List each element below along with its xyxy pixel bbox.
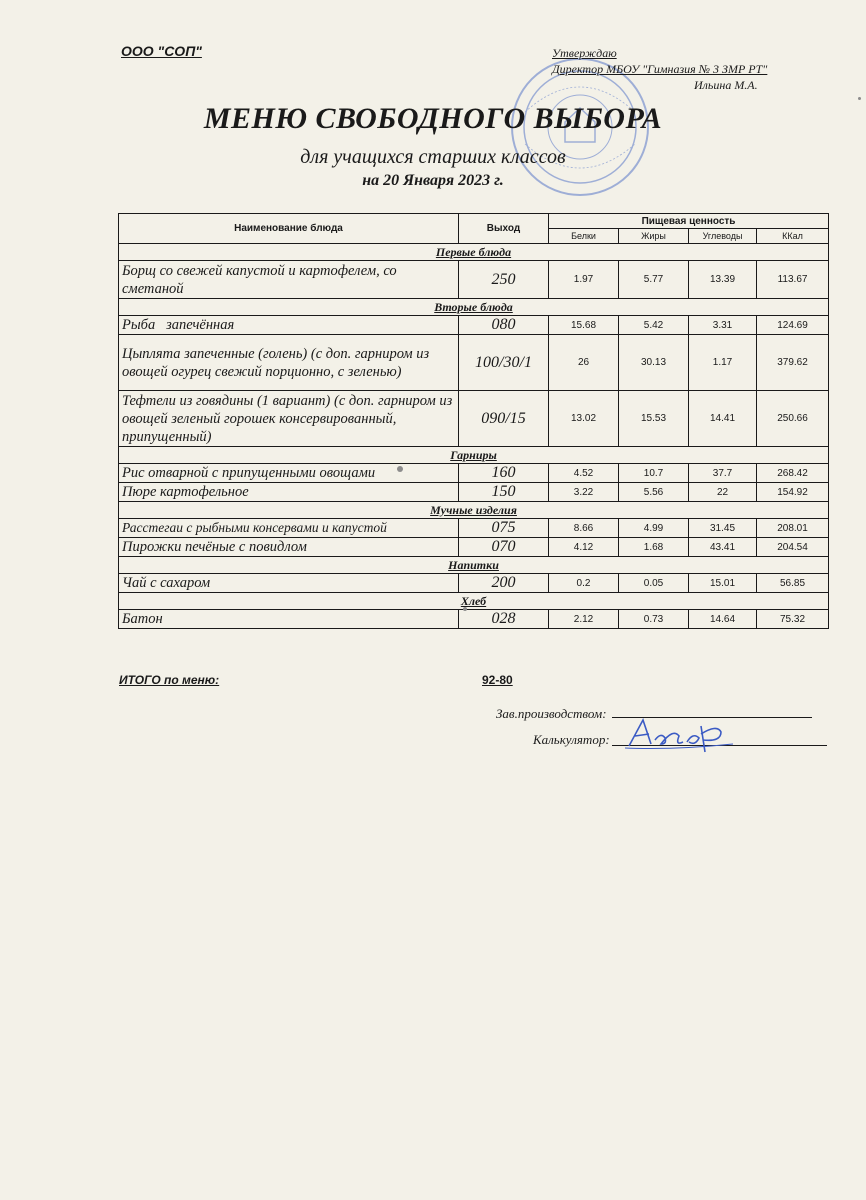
dish-carbs: 1.17 bbox=[689, 335, 757, 391]
total-value: 92-80 bbox=[482, 673, 513, 687]
dish-name: Рис отварной с припущенными овощами bbox=[119, 464, 459, 483]
approval-position: Директор МБОУ "Гимназия № 3 ЗМР РТ" bbox=[552, 62, 768, 76]
dish-fat: 30.13 bbox=[619, 335, 689, 391]
dish-output: 070 bbox=[459, 538, 549, 557]
dish-fat: 1.68 bbox=[619, 538, 689, 557]
dish-carbs: 22 bbox=[689, 483, 757, 502]
dish-protein: 1.97 bbox=[549, 261, 619, 299]
header-nutrition: Пищевая ценность bbox=[549, 214, 829, 229]
dish-carbs: 43.41 bbox=[689, 538, 757, 557]
dish-output: 200 bbox=[459, 574, 549, 593]
dish-carbs: 13.39 bbox=[689, 261, 757, 299]
dish-fat: 15.53 bbox=[619, 391, 689, 447]
dish-protein: 0.2 bbox=[549, 574, 619, 593]
page-title: МЕНЮ СВОБОДНОГО ВЫБОРА bbox=[203, 102, 663, 135]
dish-carbs: 37.7 bbox=[689, 464, 757, 483]
dish-kcal: 113.67 bbox=[757, 261, 829, 299]
approval-block bbox=[552, 45, 832, 93]
dish-fat: 5.42 bbox=[619, 316, 689, 335]
table-row bbox=[119, 519, 829, 538]
dish-carbs: 14.41 bbox=[689, 391, 757, 447]
dish-fat: 10.7 bbox=[619, 464, 689, 483]
dish-name: Чай с сахаром bbox=[119, 574, 459, 593]
dish-output: 100/30/1 bbox=[459, 335, 549, 391]
dish-output: 150 bbox=[459, 483, 549, 502]
table-row bbox=[119, 464, 829, 483]
dish-protein: 26 bbox=[549, 335, 619, 391]
table-row bbox=[119, 316, 829, 335]
approval-label: Утверждаю bbox=[552, 46, 617, 60]
dish-kcal: 268.42 bbox=[757, 464, 829, 483]
section-title: Гарниры bbox=[119, 447, 829, 464]
menu-table bbox=[118, 213, 829, 629]
organization-name: ООО "СОП" bbox=[121, 43, 202, 59]
dish-output: 080 bbox=[459, 316, 549, 335]
table-row bbox=[119, 538, 829, 557]
header-protein: Белки bbox=[549, 229, 619, 244]
table-row bbox=[119, 261, 829, 299]
dish-name: Цыплята запеченные (голень) (с доп. гарниром из овощей огурец свежий порционно, с зеленью) bbox=[119, 335, 459, 391]
dish-output: 028 bbox=[459, 610, 549, 629]
menu-date: на 20 Января 2023 г. bbox=[362, 172, 504, 189]
dish-kcal: 75.32 bbox=[757, 610, 829, 629]
approval-name: Ильина М.А. bbox=[694, 78, 758, 92]
dish-protein: 8.66 bbox=[549, 519, 619, 538]
dish-name: Борщ со свежей капустой и картофелем, со сметаной bbox=[119, 261, 459, 299]
header-carbs: Углеводы bbox=[689, 229, 757, 244]
section-title: Вторые блюда bbox=[119, 299, 829, 316]
table-row bbox=[119, 391, 829, 447]
dish-kcal: 204.54 bbox=[757, 538, 829, 557]
ink-spot bbox=[858, 97, 861, 100]
table-row bbox=[119, 335, 829, 391]
section-title: Хлеб bbox=[119, 593, 829, 610]
table-row bbox=[119, 483, 829, 502]
dish-kcal: 250.66 bbox=[757, 391, 829, 447]
header-fat: Жиры bbox=[619, 229, 689, 244]
dish-fat: 5.56 bbox=[619, 483, 689, 502]
dish-name: Батон bbox=[119, 610, 459, 629]
dish-fat: 5.77 bbox=[619, 261, 689, 299]
dish-fat: 0.05 bbox=[619, 574, 689, 593]
header-dish-name: Наименование блюда bbox=[119, 214, 459, 244]
dish-output: 090/15 bbox=[459, 391, 549, 447]
dish-name: Расстегаи с рыбными консервами и капустой bbox=[119, 519, 459, 538]
dish-fat: 0.73 bbox=[619, 610, 689, 629]
dish-kcal: 154.92 bbox=[757, 483, 829, 502]
table-row bbox=[119, 574, 829, 593]
dish-name: Пюре картофельное bbox=[119, 483, 459, 502]
production-manager-label: Зав.производством: bbox=[496, 706, 607, 721]
dish-kcal: 56.85 bbox=[757, 574, 829, 593]
calculator-label: Калькулятор: bbox=[533, 732, 610, 747]
dish-fat: 4.99 bbox=[619, 519, 689, 538]
dish-protein: 4.12 bbox=[549, 538, 619, 557]
section-title: Первые блюда bbox=[119, 244, 829, 261]
ink-spot bbox=[463, 607, 467, 611]
table-row bbox=[119, 610, 829, 629]
dish-protein: 2.12 bbox=[549, 610, 619, 629]
dish-output: 250 bbox=[459, 261, 549, 299]
dish-kcal: 124.69 bbox=[757, 316, 829, 335]
section-title: Напитки bbox=[119, 557, 829, 574]
page-subtitle: для учащихся старших классов bbox=[300, 146, 566, 168]
dish-name: Рыба запечённая bbox=[119, 316, 459, 335]
section-title: Мучные изделия bbox=[119, 502, 829, 519]
total-label: ИТОГО по меню: bbox=[119, 673, 220, 687]
dish-output: 160 bbox=[459, 464, 549, 483]
dish-kcal: 208.01 bbox=[757, 519, 829, 538]
handwritten-signature-icon bbox=[625, 714, 735, 754]
dish-name: Тефтели из говядины (1 вариант) (с доп. гарниром из овощей зеленый горошек консервированный, припущенный) bbox=[119, 391, 459, 447]
dish-carbs: 31.45 bbox=[689, 519, 757, 538]
dish-protein: 4.52 bbox=[549, 464, 619, 483]
dish-protein: 3.22 bbox=[549, 483, 619, 502]
header-output: Выход bbox=[459, 214, 549, 244]
header-kcal: ККал bbox=[757, 229, 829, 244]
ink-spot bbox=[397, 466, 403, 472]
dish-protein: 13.02 bbox=[549, 391, 619, 447]
dish-carbs: 3.31 bbox=[689, 316, 757, 335]
dish-carbs: 15.01 bbox=[689, 574, 757, 593]
dish-kcal: 379.62 bbox=[757, 335, 829, 391]
dish-output: 075 bbox=[459, 519, 549, 538]
dish-protein: 15.68 bbox=[549, 316, 619, 335]
dish-carbs: 14.64 bbox=[689, 610, 757, 629]
dish-name: Пирожки печёные с повидлом bbox=[119, 538, 459, 557]
